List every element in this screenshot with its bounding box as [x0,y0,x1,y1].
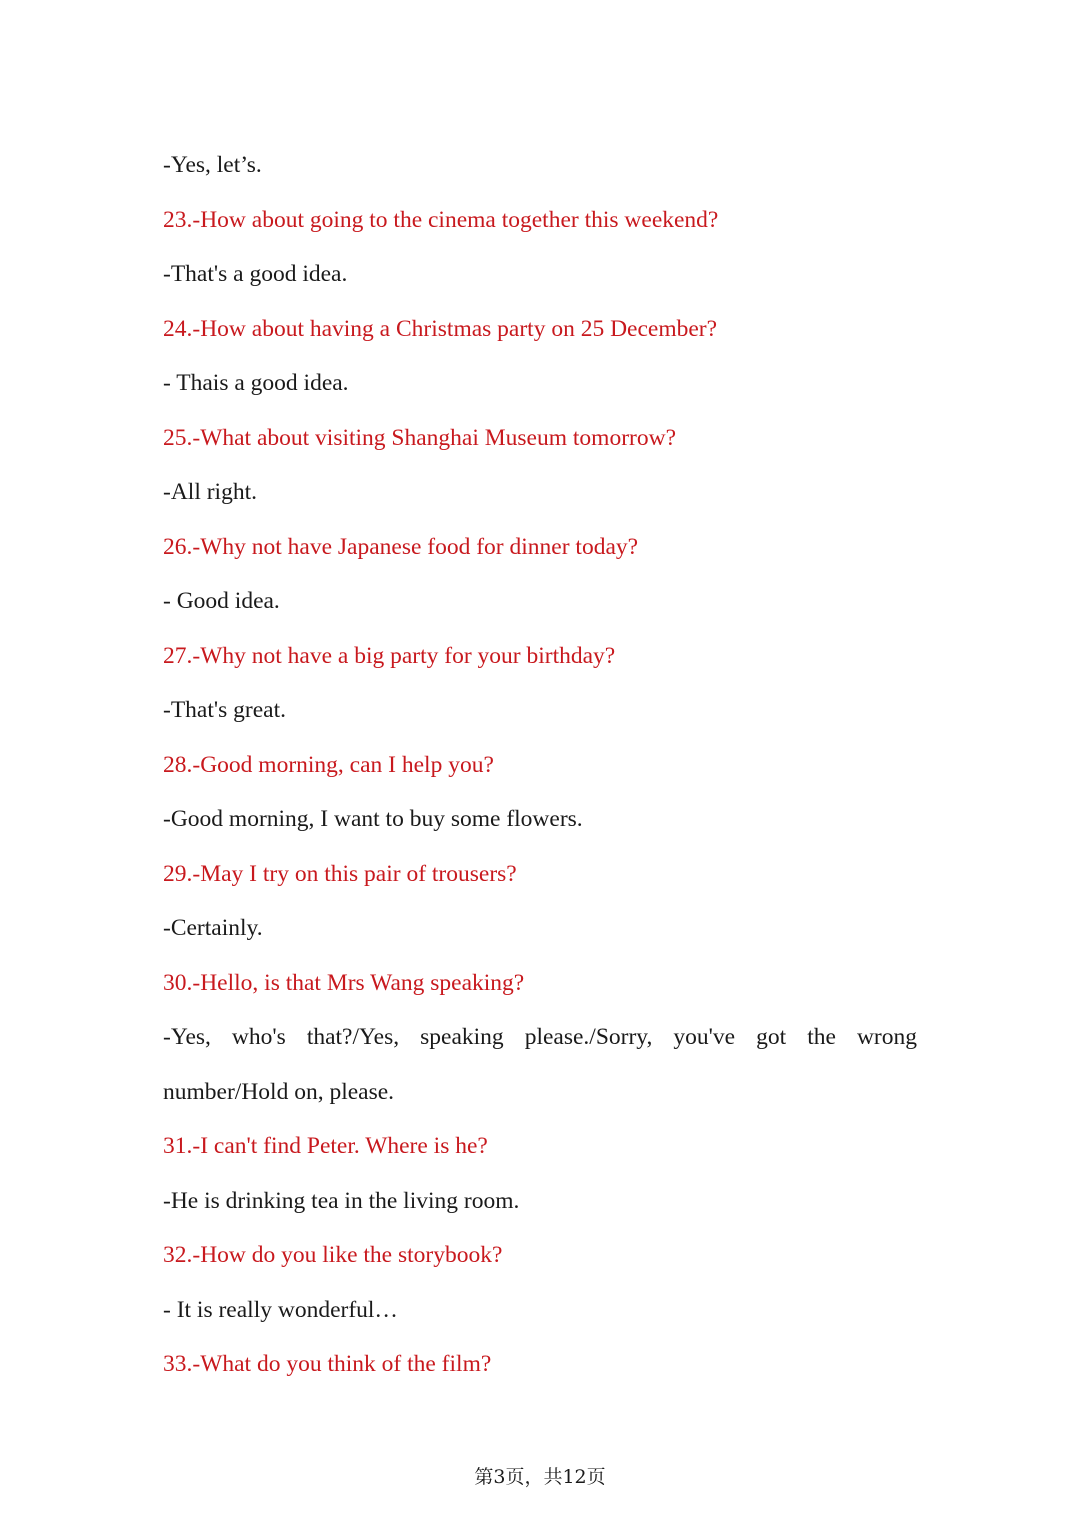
question-line: 24.-How about having a Christmas party on 25 December? [163,315,718,342]
answer-line: - Good idea. [163,588,280,614]
question-line: 26.-Why not have Japanese food for dinner today? [163,533,639,560]
question-line: 27.-Why not have a big party for your birthday? [163,642,616,669]
question-line: 28.-Good morning, can I help you? [163,751,494,778]
question-line: 23.-How about going to the cinema together this weekend? [163,206,719,233]
question-line: 25.-What about visiting Shanghai Museum tomorrow? [163,424,677,451]
question-line: 32.-How do you like the storybook? [163,1242,503,1268]
dialogue-list [163,138,917,1392]
answer-line: -Yes, who's that?/Yes, speaking please./Sorry, you've got the wrong [163,1024,917,1050]
answer-line: -All right. [163,479,257,505]
answer-line: - Thais a good idea. [163,370,349,396]
answer-line: -That's great. [163,697,286,723]
question-line: 33.-What do you think of the film? [163,1351,492,1377]
answer-line: -Good morning, I want to buy some flowers. [163,806,583,832]
question-line: 29.-May I try on this pair of trousers? [163,860,517,887]
answer-line: number/Hold on, please. [163,1078,395,1105]
answer-line: -Yes, let’s. [163,152,262,178]
page-number-footer: 第3页，共12页 [474,1466,606,1488]
question-line: 31.-I can't find Peter. Where is he? [163,1133,488,1159]
answer-line: -Certainly. [163,915,263,941]
answer-line: - It is really wonderful… [163,1296,398,1323]
answer-line: -He is drinking tea in the living room. [163,1187,520,1214]
answer-line: -That's a good idea. [163,261,348,287]
question-line: 30.-Hello, is that Mrs Wang speaking? [163,969,525,996]
